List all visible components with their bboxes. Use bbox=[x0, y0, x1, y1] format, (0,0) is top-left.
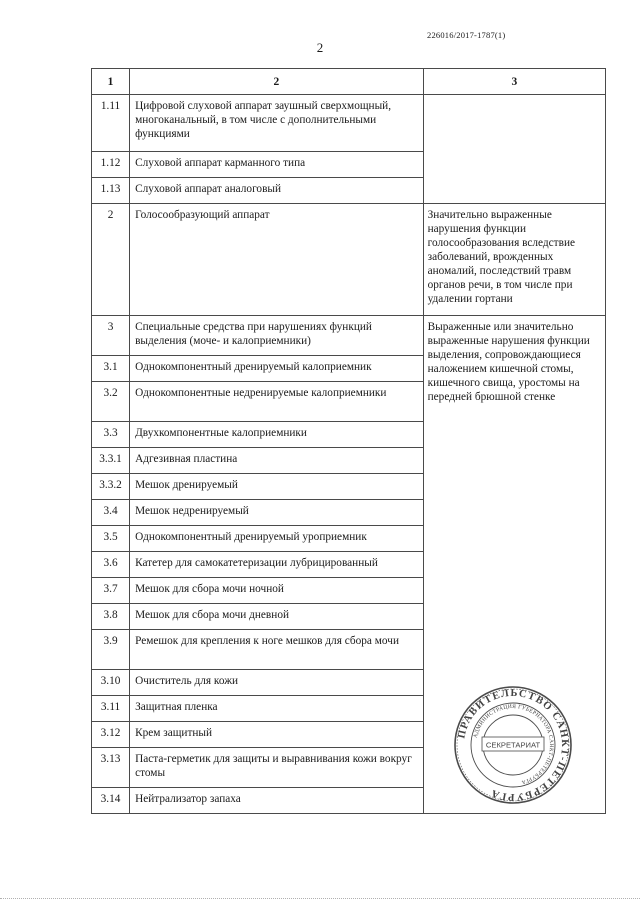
row-text: Слуховой аппарат аналоговый bbox=[135, 183, 282, 195]
row-number: 3.1 bbox=[103, 361, 118, 373]
official-seal-stamp bbox=[452, 684, 574, 806]
row-text: Однокомпонентные недренируемые калоприемники bbox=[135, 387, 387, 399]
row-number: 3.6 bbox=[103, 557, 118, 569]
column-header-2: 2 bbox=[130, 69, 424, 95]
row-number: 3.3 bbox=[103, 427, 118, 439]
row-text: Голосообразующий аппарат bbox=[135, 209, 270, 221]
row-text: Очиститель для кожи bbox=[135, 675, 239, 687]
row-text: Мешок недренируемый bbox=[135, 505, 249, 517]
seal-inner-text: АДМИНИСТРАЦИЯ ГУБЕРНАТОРА САНКТ-ПЕТЕРБУРГА bbox=[472, 703, 555, 786]
row-number: 3.12 bbox=[100, 727, 121, 739]
row-number: 3.7 bbox=[103, 583, 118, 595]
row-number: 3.3.1 bbox=[99, 453, 122, 465]
row-number: 3.3.2 bbox=[99, 479, 122, 491]
row-text: Мешок для сбора мочи дневной bbox=[135, 609, 290, 621]
row-number: 3.14 bbox=[100, 793, 121, 805]
row-number: 3.4 bbox=[103, 505, 118, 517]
row-text: Двухкомпонентные калоприемники bbox=[135, 427, 307, 439]
row-number: 3.8 bbox=[103, 609, 118, 621]
row-number: 2 bbox=[107, 209, 114, 221]
row-text: Адгезивная пластина bbox=[135, 453, 238, 465]
row-number: 1.13 bbox=[100, 183, 121, 195]
row-text: Однокомпонентный дренируемый уроприемник bbox=[135, 531, 367, 543]
table-header-row bbox=[92, 69, 606, 95]
row-number: 3.10 bbox=[100, 675, 121, 687]
row-number: 3.11 bbox=[100, 701, 121, 713]
row-text: Мешок дренируемый bbox=[135, 479, 238, 491]
row-text: Паста-герметик для защиты и выравнивания кожи вокруг стомы bbox=[135, 753, 412, 779]
row-number: 1.12 bbox=[100, 157, 121, 169]
document-number: 226016/2017-1787(1) bbox=[427, 30, 506, 40]
seal-center-text: СЕКРЕТАРИАТ bbox=[485, 740, 541, 750]
table-row bbox=[92, 204, 606, 316]
row-number: 1.11 bbox=[100, 100, 121, 112]
row-text: Специальные средства при нарушениях функций выделения (моче- и калоприемники) bbox=[135, 321, 372, 347]
row-text: Нейтрализатор запаха bbox=[135, 793, 241, 805]
row-text: Защитная пленка bbox=[135, 701, 218, 713]
seal-outer-text: ПРАВИТЕЛЬСТВО САНКТ-ПЕТЕРБУРГА bbox=[456, 687, 571, 803]
row-number: 3.13 bbox=[100, 753, 121, 765]
excretion-indication-text: Выраженные или значительно выраженные нарушения функции выделения, сопровождающиеся наложением кишечной стомы, кишечного свища, уростомы на передней брюшной стенке bbox=[427, 321, 590, 403]
table-row bbox=[92, 316, 606, 356]
page-number: 2 bbox=[316, 40, 324, 55]
empty-cell bbox=[423, 95, 605, 204]
row-text: Цифровой слуховой аппарат заушный сверхмощный, многоканальный, в том числе с дополнительными функциями bbox=[135, 100, 392, 140]
voice-indication-text: Значительно выраженные нарушения функции голосообразования вследствие заболеваний, врожденных аномалий, последствий травм органов речи, в том числе при удалении гортани bbox=[427, 209, 575, 305]
row-number: 3.2 bbox=[103, 387, 118, 399]
row-text: Слуховой аппарат карманного типа bbox=[135, 157, 306, 169]
row-text: Ремешок для крепления к ноге мешков для сбора мочи bbox=[135, 635, 399, 647]
table-row bbox=[92, 95, 606, 152]
row-number: 3 bbox=[107, 321, 114, 333]
row-text: Крем защитный bbox=[135, 727, 213, 739]
column-header-1: 1 bbox=[92, 69, 130, 95]
row-text: Мешок для сбора мочи ночной bbox=[135, 583, 284, 595]
row-number: 3.9 bbox=[103, 635, 118, 647]
row-text: Однокомпонентный дренируемый калоприемник bbox=[135, 361, 372, 373]
column-header-3: 3 bbox=[423, 69, 605, 95]
row-text: Катетер для самокатетеризации лубрицированный bbox=[135, 557, 378, 569]
scan-artifact-line bbox=[0, 896, 640, 899]
row-number: 3.5 bbox=[103, 531, 118, 543]
